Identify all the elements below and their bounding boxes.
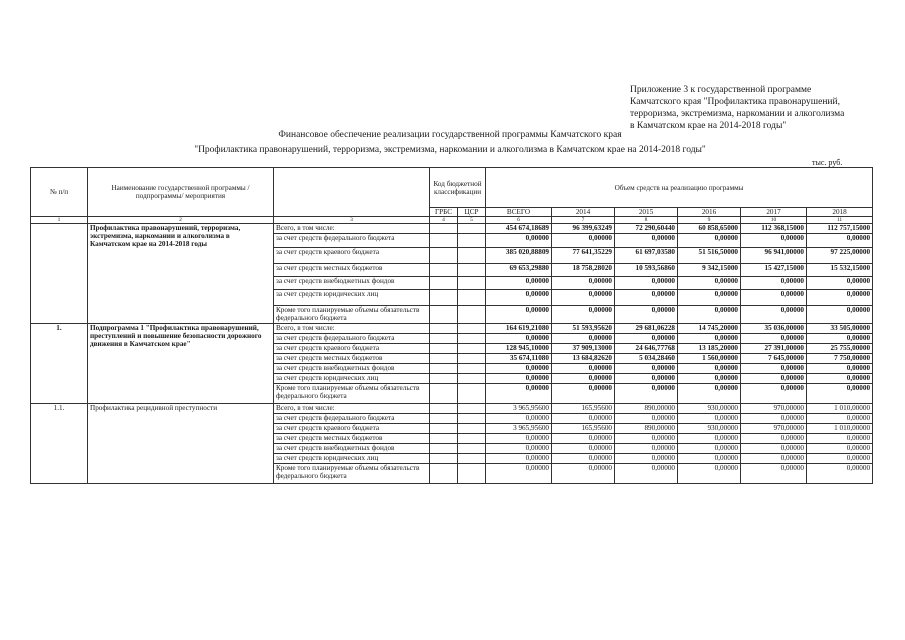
csr-cell <box>458 434 486 444</box>
amount-y2016: 9 342,15000 <box>678 264 741 277</box>
funding-source: за счет средств юридических лиц <box>274 290 430 306</box>
grbs-cell <box>430 414 458 424</box>
amount-y2016: 930,00000 <box>678 424 741 434</box>
amount-y2017: 0,00000 <box>741 374 807 384</box>
amount-y2016: 930,00000 <box>678 404 741 414</box>
grbs-cell <box>430 344 458 354</box>
header-2016: 2016 <box>678 208 741 217</box>
amount-y2018: 0,00000 <box>807 464 873 484</box>
grbs-cell <box>430 334 458 344</box>
amount-y2016: 60 858,65000 <box>678 224 741 234</box>
csr-cell <box>458 444 486 454</box>
amount-y2018: 7 750,00000 <box>807 354 873 364</box>
csr-cell <box>458 306 486 324</box>
amount-y2016: 13 185,20000 <box>678 344 741 354</box>
amount-y2014: 0,00000 <box>552 434 615 444</box>
row-number: 1. <box>31 324 88 404</box>
amount-y2014: 51 593,95620 <box>552 324 615 334</box>
amount-y2018: 112 757,15000 <box>807 224 873 234</box>
amount-y2017: 15 427,15000 <box>741 264 807 277</box>
amount-y2016: 0,00000 <box>678 290 741 306</box>
grbs-cell <box>430 277 458 290</box>
funding-source: за счет средств федерального бюджета <box>274 334 430 344</box>
amount-total: 0,00000 <box>486 306 552 324</box>
col-number: 10 <box>741 217 807 224</box>
amount-y2018: 0,00000 <box>807 434 873 444</box>
amount-y2018: 0,00000 <box>807 290 873 306</box>
amount-total: 69 653,29880 <box>486 264 552 277</box>
funding-source: за счет средств федерального бюджета <box>274 234 430 248</box>
units-label: тыс. руб. <box>812 158 843 167</box>
col-number: 1 <box>31 217 88 224</box>
amount-y2017: 0,00000 <box>741 290 807 306</box>
amount-total: 0,00000 <box>486 334 552 344</box>
amount-y2015: 5 034,28460 <box>615 354 678 364</box>
amount-y2015: 61 697,03580 <box>615 248 678 264</box>
amount-y2017: 0,00000 <box>741 364 807 374</box>
csr-cell <box>458 334 486 344</box>
amount-y2016: 0,00000 <box>678 444 741 454</box>
amount-y2017: 0,00000 <box>741 414 807 424</box>
csr-cell <box>458 374 486 384</box>
csr-cell <box>458 224 486 234</box>
amount-total: 0,00000 <box>486 414 552 424</box>
amount-y2014: 77 641,35229 <box>552 248 615 264</box>
document-title-line2: "Профилактика правонарушений, терроризма, экстремизма, наркомании и алкоголизма в Камчатском крае на 2014-2018 годы" <box>194 145 706 155</box>
amount-y2017: 96 941,00000 <box>741 248 807 264</box>
amount-y2014: 0,00000 <box>552 277 615 290</box>
amount-y2014: 96 399,63249 <box>552 224 615 234</box>
header-code: Код бюджетной классификации <box>430 168 486 208</box>
amount-total: 164 619,21080 <box>486 324 552 334</box>
amount-total: 0,00000 <box>486 464 552 484</box>
row-number <box>31 224 88 324</box>
grbs-cell <box>430 264 458 277</box>
header-volume: Объем средств на реализацию программы <box>486 168 873 208</box>
csr-cell <box>458 454 486 464</box>
amount-y2016: 14 745,20000 <box>678 324 741 334</box>
grbs-cell <box>430 424 458 434</box>
amount-y2014: 0,00000 <box>552 464 615 484</box>
amount-y2014: 13 684,82620 <box>552 354 615 364</box>
csr-cell <box>458 344 486 354</box>
amount-y2015: 0,00000 <box>615 334 678 344</box>
grbs-cell <box>430 290 458 306</box>
amount-y2017: 970,00000 <box>741 404 807 414</box>
csr-cell <box>458 464 486 484</box>
amount-y2018: 0,00000 <box>807 414 873 424</box>
amount-y2015: 890,00000 <box>615 424 678 434</box>
amount-total: 0,00000 <box>486 364 552 374</box>
funding-source: за счет средств юридических лиц <box>274 374 430 384</box>
amount-y2017: 0,00000 <box>741 434 807 444</box>
header-2015: 2015 <box>615 208 678 217</box>
amount-y2015: 10 593,56860 <box>615 264 678 277</box>
amount-y2014: 165,95600 <box>552 404 615 414</box>
amount-y2015: 0,00000 <box>615 374 678 384</box>
col-number: 5 <box>458 217 486 224</box>
amount-y2018: 1 010,00000 <box>807 424 873 434</box>
amount-y2017: 7 645,00000 <box>741 354 807 364</box>
amount-y2017: 0,00000 <box>741 464 807 484</box>
header-csr: ЦСР <box>458 208 486 217</box>
amount-y2014: 0,00000 <box>552 454 615 464</box>
amount-y2018: 0,00000 <box>807 306 873 324</box>
grbs-cell <box>430 354 458 364</box>
amount-y2014: 0,00000 <box>552 414 615 424</box>
amount-total: 3 965,95600 <box>486 424 552 434</box>
amount-y2015: 0,00000 <box>615 364 678 374</box>
program-name: Профилактика правонарушений, терроризма, экстремизма, наркомании и алкоголизма в Камчатском крае на 2014-2018 годы <box>88 224 274 324</box>
appendix-note: Приложение 3 к государственной программе Камчатского края "Профилактика правонарушений, терроризма, экстремизма, наркомании и алкоголизма в Камчатском крае на 2014-2018 годы" <box>630 85 845 131</box>
header-num: № п/п <box>31 168 88 217</box>
amount-y2018: 0,00000 <box>807 277 873 290</box>
grbs-cell <box>430 454 458 464</box>
amount-y2015: 0,00000 <box>615 444 678 454</box>
funding-source: Кроме того планируемые объемы обязательств федерального бюджета <box>274 464 430 484</box>
header-source <box>274 168 430 217</box>
amount-y2014: 0,00000 <box>552 444 615 454</box>
amount-y2017: 0,00000 <box>741 444 807 454</box>
csr-cell <box>458 404 486 414</box>
amount-y2017: 0,00000 <box>741 454 807 464</box>
amount-y2016: 0,00000 <box>678 374 741 384</box>
amount-y2015: 0,00000 <box>615 277 678 290</box>
amount-y2015: 0,00000 <box>615 414 678 424</box>
amount-total: 454 674,18689 <box>486 224 552 234</box>
amount-y2017: 970,00000 <box>741 424 807 434</box>
amount-y2015: 0,00000 <box>615 306 678 324</box>
amount-total: 0,00000 <box>486 434 552 444</box>
amount-y2014: 0,00000 <box>552 384 615 404</box>
grbs-cell <box>430 306 458 324</box>
funding-source: за счет средств внебюджетных фондов <box>274 364 430 374</box>
amount-y2015: 29 681,06228 <box>615 324 678 334</box>
funding-source: за счет средств местных бюджетов <box>274 354 430 364</box>
csr-cell <box>458 264 486 277</box>
amount-y2014: 18 758,28020 <box>552 264 615 277</box>
csr-cell <box>458 414 486 424</box>
funding-source: за счет средств краевого бюджета <box>274 248 430 264</box>
amount-total: 128 945,10000 <box>486 344 552 354</box>
amount-y2016: 0,00000 <box>678 334 741 344</box>
amount-y2018: 0,00000 <box>807 364 873 374</box>
amount-y2015: 0,00000 <box>615 454 678 464</box>
amount-total: 0,00000 <box>486 454 552 464</box>
header-2018: 2018 <box>807 208 873 217</box>
amount-y2015: 0,00000 <box>615 434 678 444</box>
document-title-line1: Финансовое обеспечение реализации государственной программы Камчатского края <box>278 130 622 140</box>
amount-y2015: 0,00000 <box>615 234 678 248</box>
amount-y2015: 0,00000 <box>615 464 678 484</box>
amount-y2016: 0,00000 <box>678 364 741 374</box>
amount-total: 0,00000 <box>486 277 552 290</box>
grbs-cell <box>430 234 458 248</box>
amount-y2016: 0,00000 <box>678 234 741 248</box>
funding-source: Кроме того планируемые объемы обязательств федерального бюджета <box>274 384 430 404</box>
grbs-cell <box>430 444 458 454</box>
amount-y2017: 0,00000 <box>741 334 807 344</box>
amount-y2016: 0,00000 <box>678 384 741 404</box>
amount-y2014: 0,00000 <box>552 290 615 306</box>
program-name: Подпрограмма 1 "Профилактика правонарушений, преступлений и повышение безопасности дорожного движения в Камчатском крае" <box>88 324 274 404</box>
amount-y2015: 890,00000 <box>615 404 678 414</box>
grbs-cell <box>430 324 458 334</box>
amount-y2017: 27 391,00000 <box>741 344 807 354</box>
col-number: 8 <box>615 217 678 224</box>
table-row <box>31 224 873 234</box>
funding-source: за счет средств внебюджетных фондов <box>274 277 430 290</box>
csr-cell <box>458 277 486 290</box>
header-total: ВСЕГО <box>486 208 552 217</box>
grbs-cell <box>430 224 458 234</box>
amount-y2015: 0,00000 <box>615 290 678 306</box>
grbs-cell <box>430 248 458 264</box>
amount-y2017: 0,00000 <box>741 234 807 248</box>
header-2014: 2014 <box>552 208 615 217</box>
amount-y2016: 0,00000 <box>678 414 741 424</box>
funding-source: за счет средств местных бюджетов <box>274 264 430 277</box>
funding-source: Всего, в том числе: <box>274 324 430 334</box>
amount-y2017: 0,00000 <box>741 306 807 324</box>
col-number: 2 <box>88 217 274 224</box>
col-number: 9 <box>678 217 741 224</box>
funding-source: за счет средств федерального бюджета <box>274 414 430 424</box>
csr-cell <box>458 324 486 334</box>
row-number: 1.1. <box>31 404 88 484</box>
amount-y2017: 35 036,00000 <box>741 324 807 334</box>
amount-total: 0,00000 <box>486 290 552 306</box>
amount-y2018: 0,00000 <box>807 444 873 454</box>
csr-cell <box>458 234 486 248</box>
grbs-cell <box>430 384 458 404</box>
amount-y2016: 51 516,50000 <box>678 248 741 264</box>
amount-y2018: 0,00000 <box>807 234 873 248</box>
amount-total: 3 965,95600 <box>486 404 552 414</box>
grbs-cell <box>430 404 458 414</box>
col-number: 11 <box>807 217 873 224</box>
amount-y2015: 0,00000 <box>615 384 678 404</box>
amount-total: 385 020,88809 <box>486 248 552 264</box>
amount-y2016: 0,00000 <box>678 434 741 444</box>
csr-cell <box>458 290 486 306</box>
grbs-cell <box>430 464 458 484</box>
amount-total: 35 674,11080 <box>486 354 552 364</box>
amount-y2018: 25 755,00000 <box>807 344 873 354</box>
amount-y2018: 0,00000 <box>807 334 873 344</box>
amount-total: 0,00000 <box>486 234 552 248</box>
amount-y2014: 0,00000 <box>552 364 615 374</box>
funding-source: Кроме того планируемые объемы обязательств федерального бюджета <box>274 306 430 324</box>
financing-table <box>30 167 873 484</box>
funding-source: за счет средств краевого бюджета <box>274 424 430 434</box>
amount-total: 0,00000 <box>486 444 552 454</box>
grbs-cell <box>430 374 458 384</box>
amount-y2015: 72 290,60440 <box>615 224 678 234</box>
amount-y2016: 1 560,00000 <box>678 354 741 364</box>
col-number: 7 <box>552 217 615 224</box>
header-grbs: ГРБС <box>430 208 458 217</box>
table-row <box>31 404 873 414</box>
amount-y2017: 0,00000 <box>741 277 807 290</box>
amount-total: 0,00000 <box>486 384 552 404</box>
amount-total: 0,00000 <box>486 374 552 384</box>
amount-y2016: 0,00000 <box>678 464 741 484</box>
amount-y2014: 165,95600 <box>552 424 615 434</box>
amount-y2014: 0,00000 <box>552 374 615 384</box>
amount-y2016: 0,00000 <box>678 277 741 290</box>
amount-y2018: 1 010,00000 <box>807 404 873 414</box>
amount-y2014: 37 909,13000 <box>552 344 615 354</box>
amount-y2014: 0,00000 <box>552 234 615 248</box>
csr-cell <box>458 364 486 374</box>
header-name: Наименование государственной программы /подпрограммы/ мероприятия <box>88 168 274 217</box>
amount-y2016: 0,00000 <box>678 454 741 464</box>
csr-cell <box>458 354 486 364</box>
amount-y2017: 0,00000 <box>741 384 807 404</box>
amount-y2018: 0,00000 <box>807 374 873 384</box>
amount-y2018: 0,00000 <box>807 384 873 404</box>
amount-y2017: 112 368,15000 <box>741 224 807 234</box>
amount-y2014: 0,00000 <box>552 306 615 324</box>
funding-source: за счет средств краевого бюджета <box>274 344 430 354</box>
grbs-cell <box>430 364 458 374</box>
funding-source: Всего, в том числе: <box>274 224 430 234</box>
col-number: 4 <box>430 217 458 224</box>
table-row <box>31 324 873 334</box>
funding-source: за счет средств внебюджетных фондов <box>274 444 430 454</box>
funding-source: за счет средств юридических лиц <box>274 454 430 464</box>
funding-source: Всего, в том числе: <box>274 404 430 414</box>
col-number: 3 <box>274 217 430 224</box>
amount-y2018: 33 505,00000 <box>807 324 873 334</box>
funding-source: за счет средств местных бюджетов <box>274 434 430 444</box>
amount-y2016: 0,00000 <box>678 306 741 324</box>
amount-y2018: 97 225,00000 <box>807 248 873 264</box>
col-number: 6 <box>486 217 552 224</box>
program-name: Профилактика рецидивной преступности <box>88 404 274 484</box>
amount-y2015: 24 646,77768 <box>615 344 678 354</box>
grbs-cell <box>430 434 458 444</box>
amount-y2014: 0,00000 <box>552 334 615 344</box>
amount-y2018: 0,00000 <box>807 454 873 464</box>
csr-cell <box>458 384 486 404</box>
header-2017: 2017 <box>741 208 807 217</box>
amount-y2018: 15 532,15000 <box>807 264 873 277</box>
csr-cell <box>458 424 486 434</box>
csr-cell <box>458 248 486 264</box>
